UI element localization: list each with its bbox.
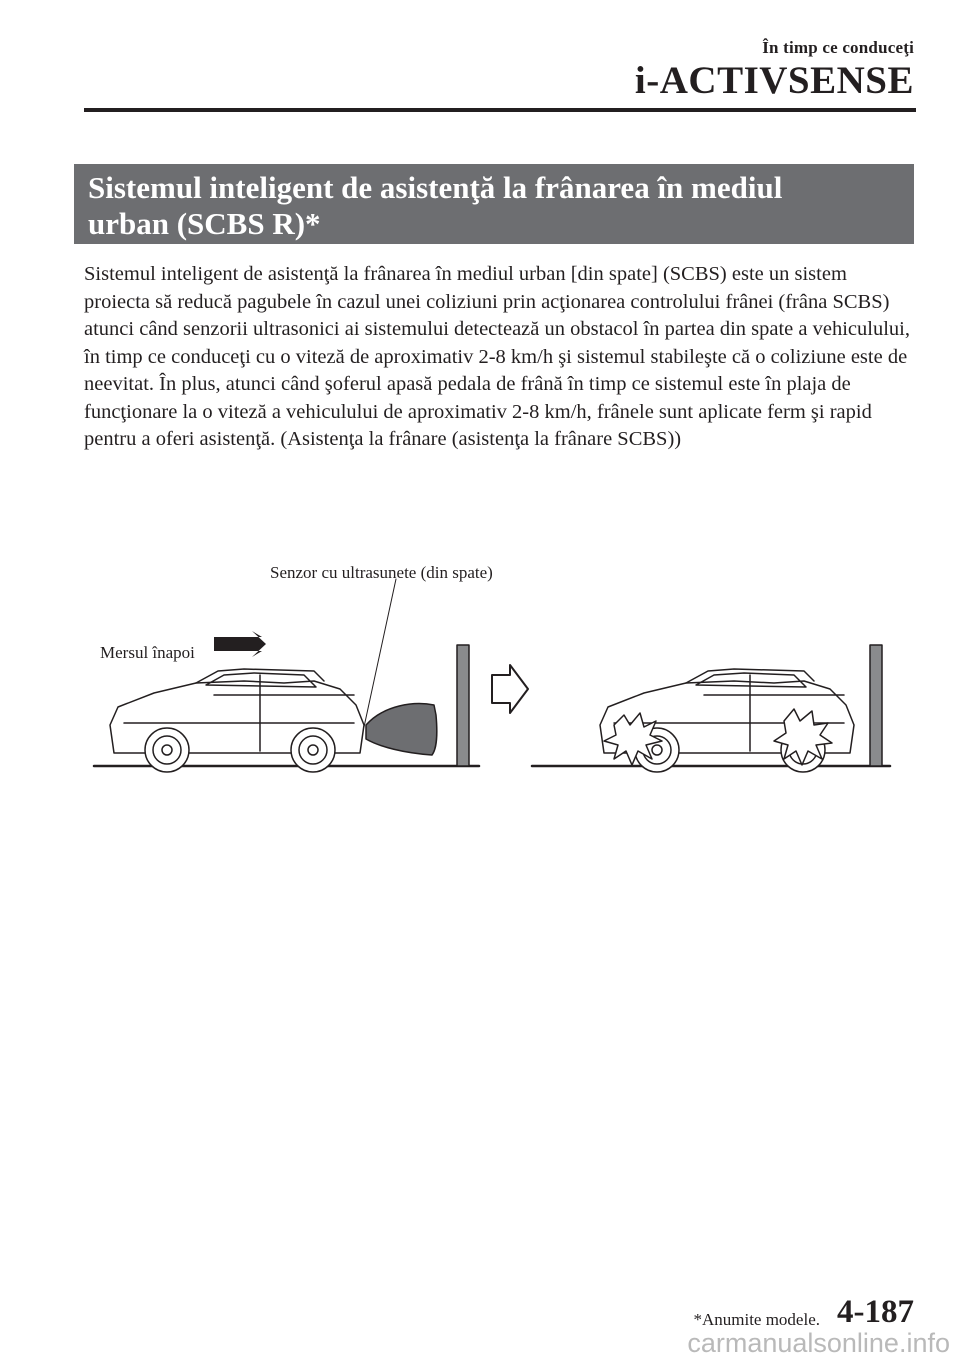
header-rule [84,108,916,112]
scbs-illustration-drawing [84,555,904,785]
reverse-arrow [214,631,266,657]
ultrasonic-wave [366,704,437,755]
sensor-label: Senzor cu ultrasunete (din spate) [270,563,493,582]
body-paragraph: Sistemul inteligent de asistenţă la frânarea în mediul urban [din spate] (SCBS) este un sistem proiecta să reducă pagubele în cazul unei coliziuni prin acţionarea controlului frânei (frâna SCBS) atunci când senzorii ultrasonici ai sistemului detectează un obstacol în partea din spate a vehiculului, în timp ce conduceţi cu o viteză de aproximativ 2-8 km/h şi sistemul stabileşte că o coliziune este de neevitat. În plus, atunci când şoferul apasă pedala de frână în timp ce sistemul este în plaja de funcţionare la o viteză a vehiculului de aproximativ 2-8 km/h, frânele sunt aplicate ferm şi rapid pentru a oferi asistenţă. (Asistenţa la frânare (asistenţa la frânare SCBS)) [84,263,910,450]
section-heading [74,164,914,244]
header-title: i-ACTIVSENSE [634,59,914,102]
wall-right [870,645,882,766]
section-title-line1: Sistemul inteligent de asistenţă la frânarea în mediul [88,170,783,205]
footnote: *Anumite modele. [693,1310,820,1329]
reverse-label: Mersul înapoi [100,643,195,662]
scbs-illustration [84,555,904,785]
watermark: carmanualsonline.info [687,1328,950,1358]
transition-arrow [492,665,528,713]
section-title-line2: urban (SCBS R)* [88,206,321,241]
header-kicker: În timp ce conduceţi [762,38,914,57]
car-left [110,669,364,772]
page-number: 4-187 [837,1294,914,1330]
sensor-leader-line [364,579,396,727]
wall-left [457,645,469,766]
